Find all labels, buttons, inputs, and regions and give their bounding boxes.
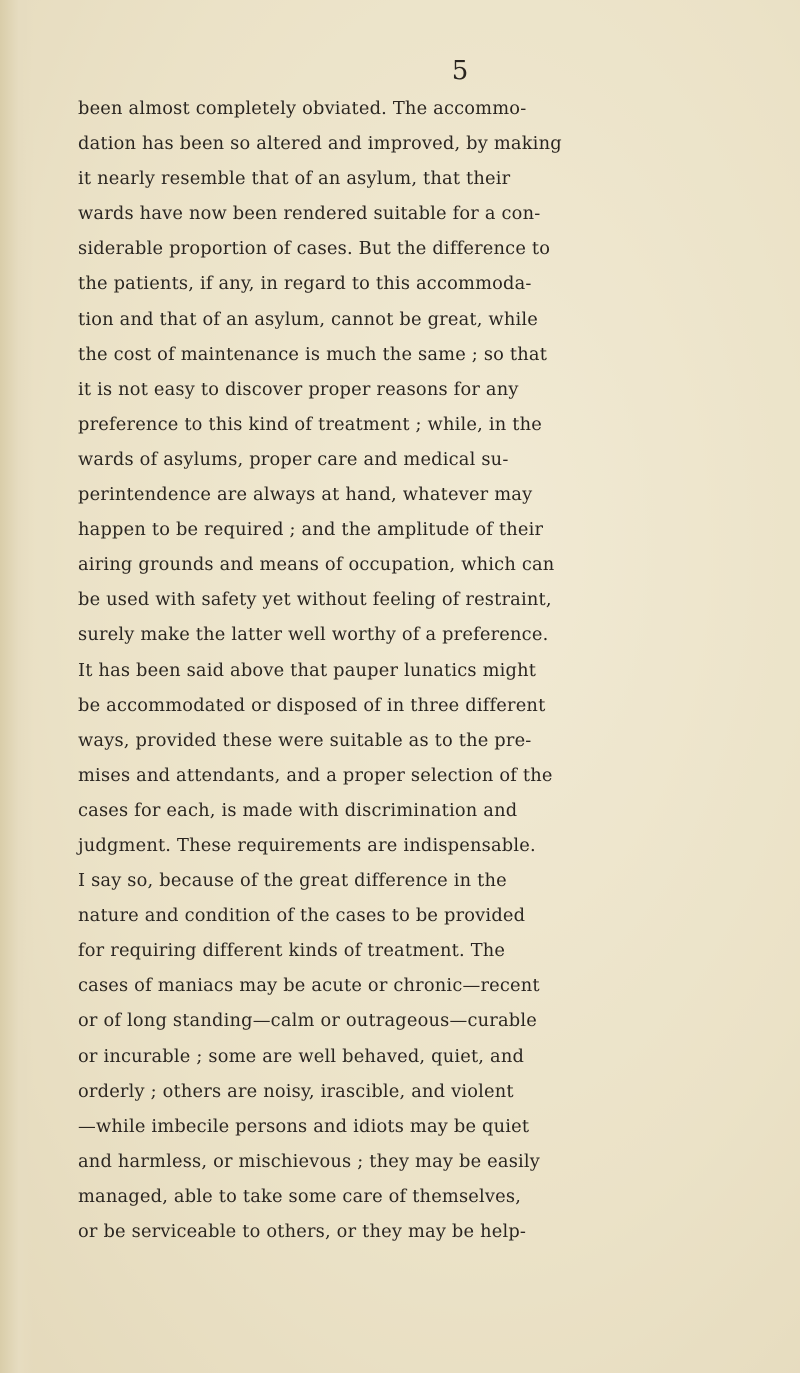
text-line: preference to this kind of treatment ; while, in the: [78, 413, 542, 435]
text-line: been almost completely obviated. The accommo-: [78, 98, 527, 119]
text-line: or of long standing—calm or outrageous—curable: [78, 1010, 537, 1032]
text-line: or be serviceable to others, or they may be help-: [78, 1221, 527, 1242]
body-text: [78, 91, 798, 1249]
text-line: managed, able to take some care of themselves,: [78, 1185, 522, 1207]
text-line: cases of maniacs may be acute or chronic—recent: [78, 975, 540, 997]
text-line: orderly ; others are noisy, irascible, and violent: [78, 1080, 514, 1102]
text-line: it nearly resemble that of an asylum, that their: [78, 168, 511, 190]
text-line: surely make the latter well worthy of a preference.: [78, 624, 549, 646]
text-line: or incurable ; some are well behaved, quiet, and: [78, 1045, 525, 1067]
text-line: wards have now been rendered suitable for a con-: [78, 203, 541, 225]
text-line: nature and condition of the cases to be provided: [78, 905, 526, 927]
text-line: airing grounds and means of occupation, which can: [78, 554, 555, 576]
text-line: mises and attendants, and a proper selection of the: [78, 764, 553, 786]
text-line: happen to be required ; and the amplitude of their: [78, 519, 544, 541]
page-gutter-shadow: [0, 0, 34, 1373]
text-line: it is not easy to discover proper reasons for any: [78, 378, 519, 400]
text-line: I say so, because of the great difference in the: [78, 870, 507, 892]
text-line: It has been said above that pauper lunatics might: [78, 659, 537, 681]
text-line: be accommodated or disposed of in three different: [78, 694, 546, 716]
text-line: perintendence are always at hand, whatever may: [78, 484, 533, 506]
text-line: dation has been so altered and improved, by making: [78, 133, 562, 155]
text-line: judgment. These requirements are indispensable.: [78, 834, 536, 856]
text-line: the cost of maintenance is much the same ; so that: [78, 343, 548, 365]
text-line: and harmless, or mischievous ; they may be easily: [78, 1150, 541, 1172]
text-line: tion and that of an asylum, cannot be great, while: [78, 308, 538, 330]
text-line: be used with safety yet without feeling of restraint,: [78, 589, 552, 611]
text-line: cases for each, is made with discrimination and: [78, 799, 518, 821]
text-line: the patients, if any, in regard to this accommoda-: [78, 273, 532, 295]
text-line: for requiring different kinds of treatment. The: [78, 940, 506, 962]
text-line: ways, provided these were suitable as to the pre-: [78, 729, 532, 751]
text-line: wards of asylums, proper care and medical su-: [78, 448, 509, 470]
text-line: —while imbecile persons and idiots may be quiet: [78, 1115, 530, 1137]
text-line: siderable proportion of cases. But the difference to: [78, 238, 551, 260]
page-number: 5: [451, 56, 469, 86]
